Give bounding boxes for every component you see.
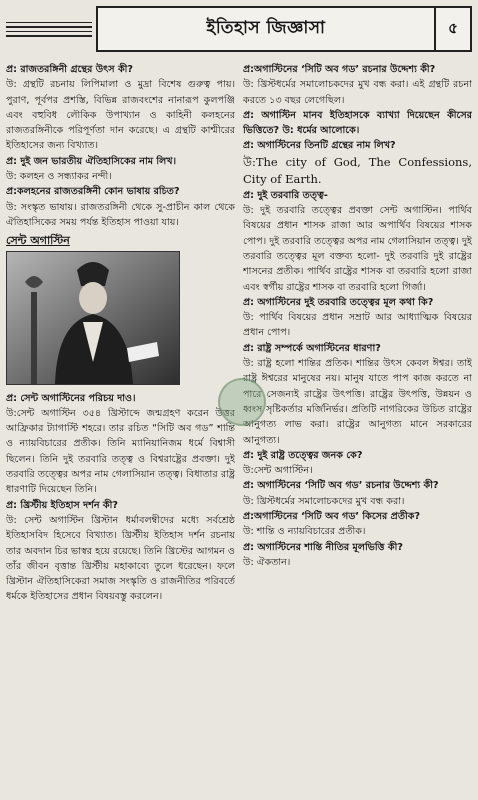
answer: উ: সেন্ট অগাস্টিন খ্রিস্টান ধর্মাবলম্বীদের মধ্যে সর্বশ্রেষ্ঠ ইতিহাসবিদ হিসেবে বিখ্যাত। খ্রিস্টীয় ইতিহাস দর্শন রচনায় তার অবদান চির ভাস্বর হয়ে রয়েছে। তিনি খ্রিস্টের আগমন ও তাঁর জীবন বৃত্তান্ত খ্রিস্টীয় মহাকাব্যে তুলে ধরেছেন। ফলে খ্রিস্টান ঐতিহাসিকেরা সমাজ সংস্কৃতি ও রাজনীতির পরিবর্তে ধর্মকে ইতিহাসের প্রধান বিষয়বস্তু করলেন। — [6, 514, 235, 603]
question: প্র: রাষ্ট্র সম্পর্কে অগাস্টিনের ধারণা? — [243, 342, 381, 354]
question: প্র: অগাস্টিনের শান্তি নীতির মূলভিত্তি কী? — [243, 541, 403, 553]
answer: উ:সেন্ট অগাস্টিন ৩৫৪ খ্রিস্টাব্দে জন্মগ্রহণ করেন উত্তর আফ্রিকার ট্যাগাস্টি শহরে। তার রচিত “সিটি অব গড” শান্তি ও ন্যায়বিচারের প্রতীক। তিনি ম্যানিয়ানিজম ধর্মে বিশ্বাসী ছিলেন। তিনি দুই তরবারি তত্ত্ব ও বিশ্বরাষ্ট্রের প্রবক্তা। দুই তরবারি তত্ত্বের অপর নাম গেলাসিয়ান তত্ত্ব। বিধাতার রাষ্ট্র ধারণাটি দিয়েছেন তিনি। — [6, 407, 235, 496]
answer: উ:The city of God, The Confessions, City of Earth. — [243, 154, 472, 186]
answer: উ:সেন্ট অগাস্টিন। — [243, 465, 313, 477]
answer: উ: শান্তি ও ন্যায়বিচারের প্রতীক। — [243, 526, 366, 538]
question: প্র: রাজতরঙ্গিনী গ্রন্থের উৎস কী? — [6, 64, 133, 75]
answer: উ: দুই তরবারি তত্ত্বের প্রবক্তা সেন্ট অগাস্টিন। পার্থিব বিষয়ের প্রধান শাসক রাজা আর অপার্থিব বিষয়ের শাসক পোপ। দুই তরবারি তত্ত্বের অপর নাম গেলাসিয়ান তত্ত্ব। দুই তরবারি তত্ত্বের মূল বক্তব্য হলো- দুই তরবারি দুই রাষ্ট্রের শাসনের প্রতীক। পার্থিব রাষ্ট্রের শাসক বা তরবারি হলো রাজা এবং স্বর্গীয় রাষ্ট্রের শাসক বা তরবারি হলো গির্জা। — [243, 205, 472, 293]
answer: উ: খ্রিস্টধর্মের সমালোচকদের মুখ বন্ধ করা। — [243, 495, 405, 507]
page-number: ৫ — [434, 8, 470, 50]
answer: উ: গ্রন্থটি রচনায় লিপিমালা ও মুদ্রা বিশেষ গুরুত্ব পায়। পুরাণ, পূর্বপর প্রশস্তি, বিভিন্ন রাজবংশের নানারূপ কুলপঞ্জি এবং বহুবিধ লৌকিক উপাখ্যান ও কাহিনী কলহনের রাজতরঙ্গিনীকে পরিপূর্ণতা দান করেছে। এ গ্রন্থটি কাশ্মীরের ইতিহাসের জন্য বিখ্যাত। — [6, 79, 235, 152]
question: প্র:অগাস্টিনের ‘সিটি অব গড’ রচনার উদ্দেশ্য কী? — [243, 64, 436, 75]
page-header — [6, 6, 472, 52]
answer: উ: রাষ্ট্র হলো শান্তির প্রতিক। শান্তির উৎস কেবল ঈশ্বর। তাই রাষ্ট্র ঈশ্বরের মানুষের নয়। মানুষ যাতে পাপ কাজ করতে না পারে সেজন্যই রাষ্ট্রের উৎপত্তি। রাষ্ট্রের উৎপত্তি, উন্নয়ন ও ধ্বংস সৃষ্টিকর্তার মর্জিনির্ভর। প্রতিটি নাগরিকের উচিত রাষ্ট্রের আনুগত্য লাভ করা। রাষ্ট্রের আনুগত্য মানে সরকারের আনুগত্য। — [243, 358, 472, 446]
question: প্র: অগাস্টিনের তিনটি গ্রন্থের নাম লিখ? — [243, 140, 396, 152]
right-qa-list — [243, 62, 472, 570]
question: প্র: অগাস্টিন মানব ইতিহাসকে ব্যাখ্যা দিয়েছেন কীসের ভিত্তিতে? উ: ধর্মের আলোকে। — [243, 109, 472, 137]
question: প্র: দুই জন ভারতীয় ঐতিহাসিকের নাম লিখ। — [6, 155, 177, 167]
question: প্র: অগাস্টিনের ‘সিটি অব গড’ রচনার উদ্দেশ্য কী? — [243, 480, 439, 492]
question: প্র:অগাস্টিনের ‘সিটি অব গড’ কিসের প্রতীক? — [243, 511, 421, 523]
answer: উ: কলহন ও সন্ধ্যাকর নন্দী। — [6, 171, 112, 183]
page-title: ইতিহাস জিজ্ঞাসা — [206, 18, 326, 38]
header-rules — [6, 6, 96, 52]
left-column — [6, 62, 235, 792]
answer: উ: খ্রিস্টধর্মের সমালোচকদের মুখ বন্ধ করা। এই গ্রন্থটি রচনা করতে ১৩ বছর লেগেছিল। — [243, 79, 472, 106]
answer: উ: সংস্কৃত ভাষায়। রাজতরঙ্গিনী থেকে সু-প্রাচীন কাল থেকে ঐতিহাসিকের সময় পর্যন্ত ইতিহাস পাওয়া যায়। — [6, 201, 235, 228]
left-qa-list — [6, 62, 235, 230]
title-box — [96, 6, 472, 52]
columns — [6, 62, 472, 792]
question: প্র: খ্রিস্টীয় ইতিহাস দর্শন কী? — [6, 499, 118, 511]
right-column — [243, 62, 472, 792]
answer: উ: পার্থিব বিষয়ের প্রধান সম্রাট আর আধ্যাত্মিক বিষয়ের প্রধান পোপ। — [243, 312, 472, 339]
portrait-illustration — [7, 252, 179, 384]
question: প্র: দুই তরবারি তত্ত্ব- — [243, 189, 328, 201]
augustine-portrait — [6, 251, 180, 385]
section-title: সেন্ট অগাস্টিন — [6, 234, 70, 248]
question: প্র: অগাস্টিনের দুই তরবারি তত্ত্বের মূল কথা কি? — [243, 296, 434, 308]
question: প্র: সেন্ট অগাস্টিনের পরিচয় দাও। — [6, 392, 136, 404]
question: প্র: দুই রাষ্ট্র তত্ত্বের জনক কে? — [243, 449, 363, 461]
watermark-seal — [218, 378, 266, 426]
question: প্র:কলহনের রাজতরঙ্গিনী কোন ভাষায় রচিত? — [6, 186, 180, 198]
left-qa-list-2 — [6, 391, 235, 605]
answer: উ: ঐকতান। — [243, 556, 291, 568]
